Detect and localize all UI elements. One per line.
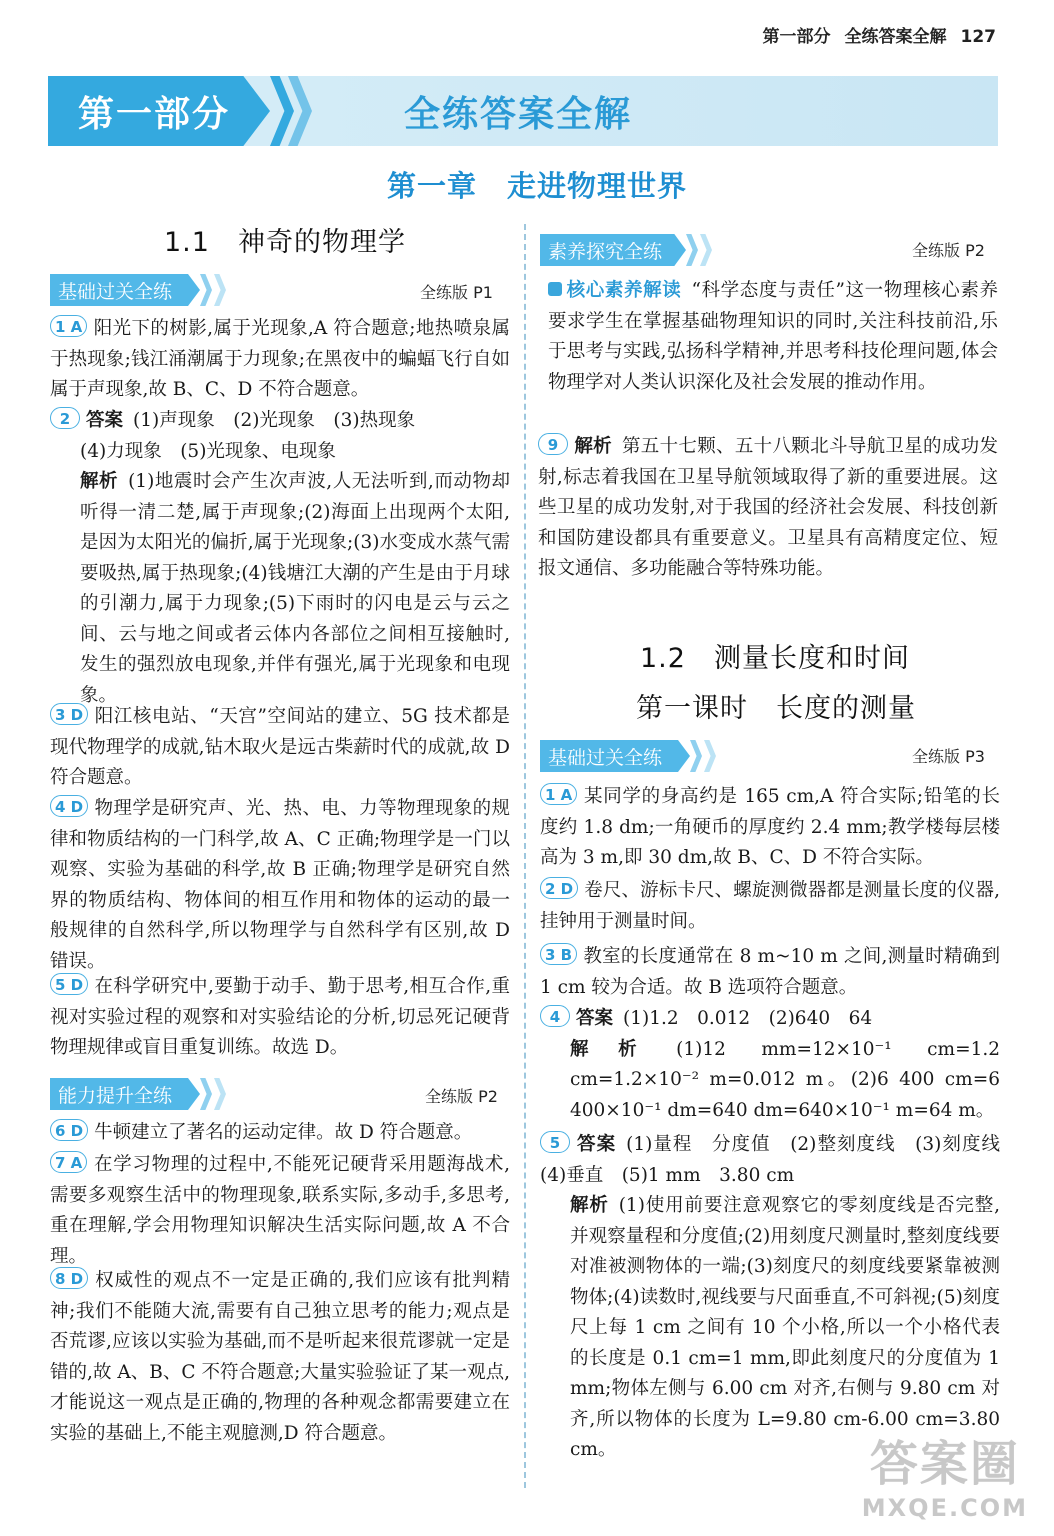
chapter-title: 第一章 走进物理世界 (386, 169, 687, 203)
answer-item-4 (50, 794, 510, 977)
answer-text: (1)1.2 0.012 (2)640 64 (623, 1008, 873, 1029)
question-badge: 5 D (50, 973, 88, 995)
explanation-label: 解析 (570, 1038, 667, 1060)
question-badge: 6 D (50, 1119, 88, 1141)
answer-item-4-2 (540, 1004, 1000, 1126)
watermark-line2: MXQE.COM (861, 1494, 1028, 1522)
answer-text: 在科学研究中,要勤于动手、勤于思考,相互合作,重视对实验过程的观察和对实验结论的分析,切忌死记硬背物理规律或盲目重复训练。故选 D。 (50, 976, 510, 1058)
chevron-icon (200, 274, 212, 306)
answer-text: 某同学的身高约是 165 cm,A 符合实际;铅笔的长度约 1.8 dm;一角硬币的厚度约 2.4 mm;教学楼每层楼高为 3 m,即 30 dm,故 B、C、D 不符合实际。 (540, 786, 1000, 868)
chevron-icon (270, 76, 294, 146)
question-badge: 7 A (50, 1151, 87, 1173)
chevron-icon (686, 234, 698, 266)
question-badge: 4 D (50, 795, 88, 817)
chevron-icon (704, 740, 716, 772)
part-banner (48, 76, 998, 146)
core-literacy-text: “科学态度与责任”这一物理核心素养要求学生在掌握基础物理知识的同时,关注科技前沿,乐于思考与实践,弘扬科学精神,并思考科技伦理问题,体会物理学对人类认识深化及社会发展的推动作用。 (548, 280, 998, 393)
header-title: 全练答案全解 (844, 27, 947, 47)
running-header (749, 22, 997, 47)
explanation-label: 解析 (570, 1195, 609, 1216)
answer-item-8 (50, 1266, 510, 1449)
answer-label: 答案 (576, 1134, 617, 1155)
literacy-icon (548, 282, 562, 296)
answer-text: 阳光下的树影,属于光现象,A 符合题意;地热喷泉属于热现象;钱江涌潮属于力现象;在黑夜中的蝙蝠飞行自如属于声现象,故 B、C、D 不符合题意。 (50, 318, 510, 400)
answer-text: 权威性的观点不一定是正确的,我们应该有批判精神;我们不能随大流,需要有自己独立思考的能力;观点是否荒谬,应该以实验为基础,而不是听起来很荒谬就一定是错的,故 A、B、C 不符合题意;大量实验验证了某一观点,才能说这一观点是正确的,物理的各种观念都需要建立在实验的基础上,不能主观臆测,D 符合题意。 (50, 1270, 510, 1444)
question-badge: 4 (540, 1005, 570, 1027)
explanation-label: 解析 (574, 436, 612, 457)
answer-item-7 (50, 1150, 510, 1272)
answer-item-5 (50, 972, 510, 1064)
page-reference: 全练版 P1 (420, 283, 493, 302)
answer-item-2-2 (540, 876, 1000, 937)
answer-item-2 (50, 406, 510, 711)
answer-text: 物理学是研究声、光、热、电、力等物理现象的规律和物质结构的一门科学,故 A、C 正确;物理学是一门以观察、实验为基础的科学,故 B 正确;物理学是研究自然界的物质结构、物体间的相互作用和物体的运动的最一般规律的自然科学,所以物理学与自然科学有区别,故 D 错误。 (50, 798, 510, 972)
answer-text-line2: (4)力现象 (5)光现象、电现象 (80, 440, 336, 462)
tag-label: 基础过关全练 (58, 281, 173, 303)
tag-basic-practice (50, 274, 250, 306)
banner-part-label: 第一部分 (78, 94, 231, 135)
explanation-text: (1)12 mm=12×10⁻¹ cm=1.2 cm=1.2×10⁻² m=0.012 m。(2)6 400 cm=6 400×10⁻¹ dm=640 dm=640×10⁻¹ m=64 m。 (570, 1038, 1000, 1121)
answer-item-1-2 (540, 782, 1000, 874)
page-reference: 全练版 P3 (912, 747, 985, 766)
tag-label: 能力提升全练 (58, 1085, 173, 1107)
answer-label: 答案 (86, 410, 124, 431)
chevron-icon (214, 1078, 226, 1110)
question-badge: 1 A (50, 315, 87, 337)
answer-item-1 (50, 314, 510, 406)
explanation-text: (1)使用前要注意观察它的零刻度线是否完整,并观察量程和分度值;(2)用刻度尺测量时,整刻度线要对准被测物体的一端;(3)刻度尺的刻度线要紧靠被测物体;(4)读数时,视线要与尺面垂直,不可斜视;(5)刻度尺上每 1 cm 之间有 10 个小格,所以一个小格代表的长度是 0.1 cm=1 mm,即此刻度尺的分度值为 1 mm;物体左侧与 6.00 cm 对齐,右侧与 9.80 cm 对齐,所以物体的长度为 L=9.80 cm-6.00 cm=3.80 cm。 (570, 1195, 1000, 1460)
header-part: 第一部分 (762, 27, 831, 47)
column-divider (524, 224, 526, 1488)
chevron-icon (700, 234, 712, 266)
banner-title: 全练答案全解 (404, 94, 633, 135)
answer-item-3 (50, 702, 510, 794)
question-badge: 8 D (50, 1267, 88, 1289)
answer-item-9 (538, 432, 998, 585)
lesson-title: 第一课时 长度的测量 (636, 693, 916, 724)
answer-text: 牛顿建立了著名的运动定律。故 D 符合题意。 (94, 1122, 473, 1143)
answer-text: 在学习物理的过程中,不能死记硬背采用题海战术,需要多观察生活中的物理现象,联系实际,多动手,多思考,重在理解,学会用物理知识解决生活实际问题,故 A 不合理。 (50, 1154, 510, 1267)
answer-item-3-2 (540, 942, 1000, 1003)
answer-text: 阳江核电站、“天宫”空间站的建立、5G 技术都是现代物理学的成就,钻木取火是远古柴薪时代的成就,故 D 符合题意。 (50, 706, 510, 788)
page-reference: 全练版 P2 (425, 1087, 498, 1106)
question-badge: 2 D (540, 877, 578, 899)
question-badge: 1 A (540, 783, 577, 805)
core-literacy-note (548, 276, 998, 398)
page-reference: 全练版 P2 (912, 241, 985, 260)
explanation-text: 第五十七颗、五十八颗北斗导航卫星的成功发射,标志着我国在卫星导航领域取得了新的重要进展。这些卫星的成功发射,对于我国的经济社会发展、科技创新和国防建设都具有重要意义。卫星具有高精度定位、短报文通信、多功能融合等特殊功能。 (538, 436, 998, 579)
answer-item-6 (50, 1118, 510, 1149)
chevron-icon (214, 274, 226, 306)
tag-basic-practice-2 (540, 740, 740, 772)
section-title-1-2: 1.2 测量长度和时间 (640, 643, 910, 674)
explanation-label: 解析 (80, 471, 119, 492)
watermark (862, 1425, 1028, 1522)
watermark-line1: 答案圈 (869, 1436, 1020, 1492)
answer-text: 卷尺、游标卡尺、螺旋测微器都是测量长度的仪器,挂钟用于测量时间。 (540, 880, 1000, 932)
core-literacy-label: 核心素养解读 (566, 280, 682, 301)
answer-text: (1)量程 分度值 (2)整刻度线 (3)刻度线 (4)垂直 (5)1 mm 3.80 cm (540, 1134, 1019, 1186)
explanation-text: (1)地震时会产生次声波,人无法听到,而动物却听得一清二楚,属于声现象;(2)海面上出现两个太阳,是因为太阳光的偏折,属于光现象;(3)水变成水蒸气需要吸热,属于热现象;(4)钱塘江大潮的产生是由于月球的引潮力,属于力现象;(5)下雨时的闪电是云与云之间、云与地之间或者云体内各部位之间相互接触时,发生的强烈放电现象,并伴有强光,属于光现象和电现象。 (80, 471, 510, 706)
tag-label: 基础过关全练 (548, 747, 663, 769)
chevron-icon (200, 1078, 212, 1110)
page-number: 127 (960, 27, 996, 47)
question-badge: 3 D (50, 703, 88, 725)
tag-label: 素养探究全练 (548, 241, 663, 263)
chevron-icon (690, 740, 702, 772)
answer-text: 教室的长度通常在 8 m~10 m 之间,测量时精确到 1 cm 较为合适。故 B 选项符合题意。 (540, 946, 1000, 998)
tag-ability-practice (50, 1078, 250, 1110)
answer-label: 答案 (576, 1008, 614, 1029)
question-badge: 3 B (540, 943, 577, 965)
question-badge: 9 (538, 433, 568, 455)
question-badge: 2 (50, 407, 80, 429)
answer-text: (1)声现象 (2)光现象 (3)热现象 (133, 410, 416, 431)
question-badge: 5 (540, 1131, 570, 1153)
section-title-1-1: 1.1 神奇的物理学 (164, 227, 406, 258)
tag-literacy-practice (540, 234, 740, 266)
